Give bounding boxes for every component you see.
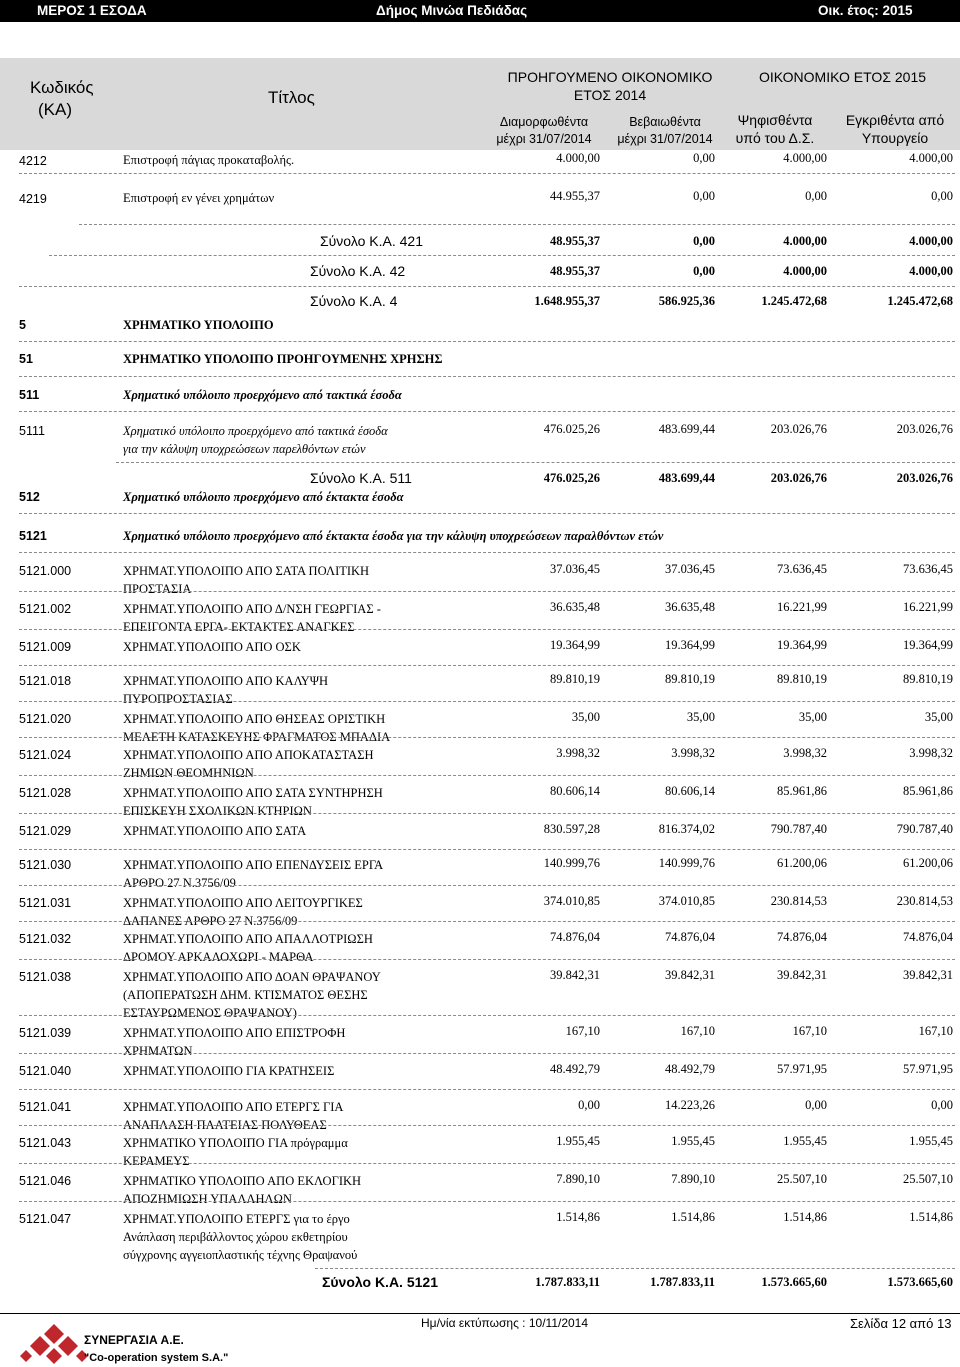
row-value-1: 374.010,85 bbox=[543, 894, 600, 908]
row-value-2: 1.955,45 bbox=[671, 1134, 715, 1148]
total-label: Σύνολο Κ.Α. 421 bbox=[320, 233, 423, 249]
row-value-4: 16.221,99 bbox=[903, 600, 953, 614]
row-value-4: 57.971,95 bbox=[903, 1062, 953, 1076]
row-value-3: 61.200,06 bbox=[777, 856, 827, 870]
row-title-line: ΑΠΟΖΗΜΙΩΣΗ ΥΠΑΛΛΗΛΩΝ bbox=[123, 1192, 292, 1206]
row-title: Επιστροφή πάγιας προκαταβολής. bbox=[123, 153, 295, 167]
total-value-2: 0,00 bbox=[693, 234, 715, 248]
row-value-4: 73.636,45 bbox=[903, 562, 953, 576]
row-title-line: ΕΠΕΙΓΟΝΤΑ ΕΡΓΑ- ΕΚΤΑΚΤΕΣ ΑΝΑΓΚΕΣ bbox=[123, 620, 355, 634]
section-code: 511 bbox=[19, 388, 40, 402]
row-title-line: ΧΡΗΜΑΤ.ΥΠΟΛΟΙΠΟ ΑΠΟ ΔΟΑΝ ΘΡΑΨΑΝΟΥ bbox=[123, 970, 381, 984]
row-value-4: 4.000,00 bbox=[909, 151, 953, 165]
row-value-1: 3.998,32 bbox=[556, 746, 600, 760]
row-divider bbox=[19, 737, 955, 738]
row-code: 5121.032 bbox=[19, 932, 72, 946]
row-divider bbox=[19, 1125, 955, 1126]
row-title-line: ΔΡΟΜΟΥ ΑΡΚΑΛΟΧΩΡΙ - ΜΑΡΘΑ bbox=[123, 950, 314, 964]
row-value-3: 25.507,10 bbox=[777, 1172, 827, 1186]
header-cur-year: ΟΙΚΟΝΟΜΙΚΟ ΕΤΟΣ 2015 bbox=[758, 69, 927, 85]
row-value-3: 3.998,32 bbox=[783, 746, 827, 760]
row-divider bbox=[19, 813, 955, 814]
row-value-3: 230.814,53 bbox=[770, 894, 827, 908]
row-value-2: 35,00 bbox=[686, 710, 715, 724]
row-divider bbox=[19, 591, 955, 592]
row-title-line: ΔΑΠΑΝΕΣ ΑΡΘΡΟ 27 Ν.3756/09 bbox=[123, 914, 298, 928]
row-title-line: ΕΠΙΣΚΕΥΗ ΣΧΟΛΙΚΩΝ ΚΤΗΡΙΩΝ bbox=[123, 804, 312, 818]
row-divider bbox=[19, 775, 955, 776]
total-divider bbox=[79, 224, 955, 225]
total-value-2: 483.699,44 bbox=[658, 471, 715, 485]
table-header bbox=[0, 58, 960, 150]
row-divider bbox=[19, 1089, 955, 1090]
row-value-1: 44.955,37 bbox=[550, 189, 600, 203]
row-title-line: ΧΡΗΜΑΤΙΚΟ ΥΠΟΛΟΙΠΟ ΓΙΑ πρόγραμμα bbox=[123, 1136, 348, 1150]
row-divider bbox=[19, 665, 955, 666]
row-value-3: 39.842,31 bbox=[777, 968, 827, 982]
row-value-1: 1.955,45 bbox=[556, 1134, 600, 1148]
row-value-2: 89.810,19 bbox=[665, 672, 715, 686]
section-code: 5 bbox=[19, 318, 26, 332]
row-value-3: 57.971,95 bbox=[777, 1062, 827, 1076]
row-title-line: ΠΥΡΟΠΡΟΣΤΑΣΙΑΣ bbox=[123, 692, 233, 706]
footer-rule bbox=[0, 1313, 960, 1314]
header-title: Τίτλος bbox=[268, 88, 315, 107]
total-value-1: 1.648.955,37 bbox=[534, 294, 600, 308]
row-divider bbox=[19, 513, 955, 514]
row-value-3: 1.955,45 bbox=[783, 1134, 827, 1148]
row-divider bbox=[19, 701, 955, 702]
row-divider bbox=[19, 552, 955, 553]
row-title-line: ΧΡΗΜΑΤ.ΥΠΟΛΟΙΠΟ ΑΠΟ ΘΗΣΕΑΣ ΟΡΙΣΤΙΚΗ bbox=[123, 712, 386, 726]
row-value-2: 48.492,79 bbox=[665, 1062, 715, 1076]
row-divider bbox=[19, 341, 955, 342]
header-prev-year-line2: ΕΤΟΣ 2014 bbox=[573, 87, 647, 103]
total-label: Σύνολο Κ.Α. 4 bbox=[310, 293, 398, 309]
row-value-1: 19.364,99 bbox=[550, 638, 600, 652]
row-value-2: 80.606,14 bbox=[665, 784, 715, 798]
row-title-line: ΧΡΗΜΑΤ.ΥΠΟΛΟΙΠΟ ΑΠΟ ΣΑΤΑ ΣΥΝΤΗΡΗΣΗ bbox=[123, 786, 383, 800]
row-title-line: ΑΝΑΠΛΑΣΗ ΠΛΑΤΕΙΑΣ ΠΟΛΥΘΕΑΣ bbox=[123, 1118, 327, 1132]
header-prev-year-line1: ΠΡΟΗΓΟΥΜΕΝΟ ΟΙΚΟΝΟΜΙΚΟ bbox=[507, 69, 713, 85]
row-divider bbox=[19, 173, 955, 174]
row-value-2: 3.998,32 bbox=[671, 746, 715, 760]
row-code: 5121.002 bbox=[19, 602, 72, 616]
header-col2-line1: Βεβαιωθέντα bbox=[629, 115, 701, 129]
row-value-4: 167,10 bbox=[918, 1024, 953, 1038]
row-code: 5121.031 bbox=[19, 896, 72, 910]
row-title-line: ΧΡΗΜΑΤΙΚΟ ΥΠΟΛΟΙΠΟ ΑΠΟ ΕΚΛΟΓΙΚΗ bbox=[123, 1174, 362, 1188]
row-title-line: ΧΡΗΜΑΤ.ΥΠΟΛΟΙΠΟ ΑΠΟ ΕΠΕΝΔΥΣΕΙΣ ΕΡΓΑ bbox=[123, 858, 384, 872]
row-divider bbox=[19, 921, 955, 922]
total-value-2: 0,00 bbox=[693, 264, 715, 278]
municipality-name: Δήμος Μινώα Πεδιάδας bbox=[376, 3, 528, 18]
row-value-4: 230.814,53 bbox=[896, 894, 953, 908]
row-value-1: 37.036,45 bbox=[550, 562, 600, 576]
row-title: Επιστροφή εν γένει χρημάτων bbox=[123, 191, 275, 205]
row-value-3: 19.364,99 bbox=[777, 638, 827, 652]
header-col3-line1: Ψηφισθέντα bbox=[737, 112, 813, 128]
row-value-1: 35,00 bbox=[571, 710, 600, 724]
header-col1-line2: μέχρι 31/07/2014 bbox=[496, 132, 592, 146]
company-name: ΣΥΝΕΡΓΑΣΙΑ Α.Ε. bbox=[84, 1333, 184, 1347]
row-value-3: 35,00 bbox=[798, 710, 827, 724]
total-divider bbox=[315, 1268, 955, 1269]
row-divider bbox=[19, 959, 955, 960]
total-value-4: 1.245.472,68 bbox=[887, 294, 953, 308]
row-title-line: ΚΕΡΑΜΕΥΣ bbox=[123, 1154, 190, 1168]
total-value-3: 4.000,00 bbox=[783, 264, 827, 278]
row-title-line: ΧΡΗΜΑΤ.ΥΠΟΛΟΙΠΟ ΑΠΟ ΕΤΕΡΓΣ ΓΙΑ bbox=[123, 1100, 344, 1114]
row-value-2: 816.374,02 bbox=[658, 822, 715, 836]
total-value-1: 48.955,37 bbox=[550, 264, 600, 278]
row-value-1: 476.025,26 bbox=[543, 422, 600, 436]
row-divider bbox=[19, 1053, 955, 1054]
row-value-1: 80.606,14 bbox=[550, 784, 600, 798]
row-title-line: ΖΗΜΙΩΝ ΘΕΟΜΗΝΙΩΝ bbox=[123, 766, 254, 780]
row-title-line: ΧΡΗΜΑΤΩΝ bbox=[123, 1044, 193, 1058]
row-value-3: 85.961,86 bbox=[777, 784, 827, 798]
row-title-line: σύγχρονης αγγειοπλαστικής τέχνης Θραψανού bbox=[123, 1248, 358, 1262]
row-value-2: 14.223,26 bbox=[665, 1098, 715, 1112]
row-code: 4212 bbox=[19, 154, 47, 168]
section-title: ΧΡΗΜΑΤΙΚΟ ΥΠΟΛΟΙΠΟ ΠΡΟΗΓΟΥΜΕΝΗΣ ΧΡΗΣΗΣ bbox=[123, 352, 443, 366]
total-value-3: 1.245.472,68 bbox=[761, 294, 827, 308]
row-title-line: ΧΡΗΜΑΤ.ΥΠΟΛΟΙΠΟ ΑΠΟ ΕΠΙΣΤΡΟΦΗ bbox=[123, 1026, 346, 1040]
row-code: 5121.029 bbox=[19, 824, 72, 838]
row-value-4: 25.507,10 bbox=[903, 1172, 953, 1186]
row-title-line1: Χρηματικό υπόλοιπο προερχόμενο από τακτικά έσοδα bbox=[123, 424, 388, 438]
row-title-line: Ανάπλαση περιβάλλοντος χώρου εκθετηρίου bbox=[123, 1230, 348, 1244]
row-value-4: 35,00 bbox=[924, 710, 953, 724]
total-divider bbox=[19, 286, 955, 287]
row-value-4: 0,00 bbox=[931, 1098, 953, 1112]
row-value-1: 89.810,19 bbox=[550, 672, 600, 686]
total-divider bbox=[116, 462, 955, 463]
row-title-line: ΕΣΤΑΥΡΩΜΕΝΟΣ ΘΡΑΨΑΝΟΥ) bbox=[123, 1006, 297, 1020]
fiscal-year: Οικ. έτος: 2015 bbox=[818, 3, 913, 18]
row-value-3: 73.636,45 bbox=[777, 562, 827, 576]
row-value-3: 89.810,19 bbox=[777, 672, 827, 686]
row-divider bbox=[19, 849, 955, 850]
total-label: Σύνολο Κ.Α. 511 bbox=[310, 470, 412, 486]
row-title-line: ΧΡΗΜΑΤ.ΥΠΟΛΟΙΠΟ ΑΠΟ ΛΕΙΤΟΥΡΓΙΚΕΣ bbox=[123, 896, 363, 910]
row-value-1: 1.514,86 bbox=[556, 1210, 600, 1224]
row-value-1: 36.635,48 bbox=[550, 600, 600, 614]
total-label: Σύνολο Κ.Α. 5121 bbox=[322, 1274, 438, 1290]
section-title: Χρηματικό υπόλοιπο προερχόμενο από έκτακτα έσοδα bbox=[123, 490, 404, 504]
row-value-4: 0,00 bbox=[931, 189, 953, 203]
total-divider bbox=[49, 255, 955, 256]
total-value-4: 1.573.665,60 bbox=[887, 1275, 953, 1289]
company-name-en: "Co-operation system S.A." bbox=[84, 1352, 229, 1364]
row-code: 5121.018 bbox=[19, 674, 72, 688]
row-value-4: 203.026,76 bbox=[896, 422, 953, 436]
row-value-3: 4.000,00 bbox=[783, 151, 827, 165]
row-title-line: ΧΡΗΜΑΤ.ΥΠΟΛΟΙΠΟ ΕΤΕΡΓΣ για το έργο bbox=[123, 1212, 350, 1226]
row-title-line: ΧΡΗΜΑΤ.ΥΠΟΛΟΙΠΟ ΑΠΟ ΚΑΛΥΨΗ bbox=[123, 674, 329, 688]
section-title: Χρηματικό υπόλοιπο προερχόμενο από έκτακτα έσοδα για την κάλυψη υποχρεώσεων παραλθόντων ετών bbox=[123, 529, 664, 543]
row-title-line: ΧΡΗΜΑΤ.ΥΠΟΛΟΙΠΟ ΑΠΟ ΣΑΤΑ ΠΟΛΙΤΙΚΗ bbox=[123, 564, 370, 578]
row-title-line: ΧΡΗΜΑΤ.ΥΠΟΛΟΙΠΟ ΓΙΑ ΚΡΑΤΗΣΕΙΣ bbox=[123, 1064, 335, 1078]
row-value-2: 39.842,31 bbox=[665, 968, 715, 982]
row-value-1: 7.890,10 bbox=[556, 1172, 600, 1186]
row-value-1: 830.597,28 bbox=[543, 822, 600, 836]
section-title: Χρηματικό υπόλοιπο προερχόμενο από τακτικά έσοδα bbox=[123, 388, 402, 402]
section-label: ΜΕΡΟΣ 1 ΕΣΟΔΑ bbox=[37, 3, 147, 18]
row-value-2: 1.514,86 bbox=[671, 1210, 715, 1224]
row-value-2: 374.010,85 bbox=[658, 894, 715, 908]
row-value-2: 0,00 bbox=[693, 151, 715, 165]
row-code: 5121.040 bbox=[19, 1064, 72, 1078]
row-title-line: ΧΡΗΜΑΤ.ΥΠΟΛΟΙΠΟ ΑΠΟ ΟΣΚ bbox=[123, 640, 301, 654]
row-title-line: (ΑΠΟΠΕΡΑΤΩΣΗ ΔΗΜ. ΚΤΙΣΜΑΤΟΣ ΘΕΣΗΣ bbox=[123, 988, 368, 1002]
header-code-line2: (ΚΑ) bbox=[38, 100, 72, 119]
row-value-2: 0,00 bbox=[693, 189, 715, 203]
row-value-2: 36.635,48 bbox=[665, 600, 715, 614]
header-code-line1: Κωδικός bbox=[30, 78, 94, 97]
row-divider bbox=[19, 1163, 955, 1164]
row-value-1: 167,10 bbox=[565, 1024, 600, 1038]
total-value-3: 4.000,00 bbox=[783, 234, 827, 248]
row-value-4: 39.842,31 bbox=[903, 968, 953, 982]
section-code: 512 bbox=[19, 490, 40, 504]
row-value-2: 74.876,04 bbox=[665, 930, 715, 944]
row-code: 5121.030 bbox=[19, 858, 72, 872]
total-value-1: 476.025,26 bbox=[543, 471, 600, 485]
row-divider bbox=[19, 885, 955, 886]
row-divider bbox=[19, 411, 955, 412]
row-value-1: 74.876,04 bbox=[550, 930, 600, 944]
total-label: Σύνολο Κ.Α. 42 bbox=[310, 263, 406, 279]
row-value-1: 0,00 bbox=[578, 1098, 600, 1112]
row-value-2: 37.036,45 bbox=[665, 562, 715, 576]
row-value-3: 74.876,04 bbox=[777, 930, 827, 944]
row-title-line: ΜΕΛΕΤΗ ΚΑΤΑΣΚΕΥΗΣ ΦΡΑΓΜΑΤΟΣ ΜΠΑΔΙΑ bbox=[123, 730, 391, 744]
total-value-4: 4.000,00 bbox=[909, 264, 953, 278]
row-value-1: 4.000,00 bbox=[556, 151, 600, 165]
row-code: 5121.000 bbox=[19, 564, 72, 578]
row-value-3: 1.514,86 bbox=[783, 1210, 827, 1224]
row-value-3: 0,00 bbox=[805, 189, 827, 203]
header-col4-line2: Υπουργείο bbox=[861, 130, 929, 146]
row-code: 4219 bbox=[19, 192, 47, 206]
row-value-1: 140.999,76 bbox=[543, 856, 600, 870]
row-title-line: ΑΡΘΡΟ 27 Ν.3756/09 bbox=[123, 876, 236, 890]
row-title-line: ΧΡΗΜΑΤ.ΥΠΟΛΟΙΠΟ ΑΠΟ ΑΠΟΚΑΤΑΣΤΑΣΗ bbox=[123, 748, 374, 762]
row-value-1: 39.842,31 bbox=[550, 968, 600, 982]
row-divider bbox=[19, 1015, 955, 1016]
row-value-4: 1.955,45 bbox=[909, 1134, 953, 1148]
total-value-3: 203.026,76 bbox=[770, 471, 827, 485]
row-title-line2: για την κάλυψη υποχρεώσεων παρελθόντων ετών bbox=[123, 442, 366, 456]
row-title-line: ΧΡΗΜΑΤ.ΥΠΟΛΟΙΠΟ ΑΠΟ ΑΠΑΛΛΟΤΡΙΩΣΗ bbox=[123, 932, 373, 946]
row-divider bbox=[19, 629, 955, 630]
row-code: 5121.028 bbox=[19, 786, 72, 800]
print-date: Ημ/νία εκτύπωσης : 10/11/2014 bbox=[421, 1316, 589, 1330]
section-code: 5121 bbox=[19, 529, 47, 543]
total-value-2: 586.925,36 bbox=[658, 294, 715, 308]
row-value-3: 203.026,76 bbox=[770, 422, 827, 436]
row-value-3: 167,10 bbox=[792, 1024, 827, 1038]
row-code: 5121.043 bbox=[19, 1136, 72, 1150]
header-col1-line1: Διαμορφωθέντα bbox=[499, 115, 589, 129]
row-divider bbox=[19, 1201, 955, 1202]
page-number: Σελίδα 12 από 13 bbox=[850, 1316, 952, 1331]
row-value-4: 61.200,06 bbox=[903, 856, 953, 870]
row-value-2: 7.890,10 bbox=[671, 1172, 715, 1186]
row-code: 5121.020 bbox=[19, 712, 72, 726]
row-value-3: 16.221,99 bbox=[777, 600, 827, 614]
row-value-4: 1.514,86 bbox=[909, 1210, 953, 1224]
row-divider bbox=[19, 376, 955, 377]
row-title-line: ΧΡΗΜΑΤ.ΥΠΟΛΟΙΠΟ ΑΠΟ ΣΑΤΑ bbox=[123, 824, 307, 838]
row-value-4: 85.961,86 bbox=[903, 784, 953, 798]
row-code: 5121.038 bbox=[19, 970, 72, 984]
row-code: 5111 bbox=[19, 424, 45, 438]
company-logo-icon bbox=[20, 1322, 88, 1364]
row-code: 5121.024 bbox=[19, 748, 72, 762]
row-value-2: 483.699,44 bbox=[658, 422, 715, 436]
section-code: 51 bbox=[19, 352, 33, 366]
total-value-1: 48.955,37 bbox=[550, 234, 600, 248]
row-code: 5121.046 bbox=[19, 1174, 72, 1188]
row-value-4: 19.364,99 bbox=[903, 638, 953, 652]
total-value-4: 4.000,00 bbox=[909, 234, 953, 248]
top-bar bbox=[0, 0, 960, 22]
row-value-2: 167,10 bbox=[680, 1024, 715, 1038]
row-value-3: 790.787,40 bbox=[770, 822, 827, 836]
row-title-line: ΧΡΗΜΑΤ.ΥΠΟΛΟΙΠΟ ΑΠΟ Δ/ΝΣΗ ΓΕΩΡΓΙΑΣ - bbox=[123, 602, 381, 616]
header-col4-line1: Εγκριθέντα από bbox=[845, 112, 945, 128]
total-value-2: 1.787.833,11 bbox=[650, 1275, 715, 1289]
row-value-2: 19.364,99 bbox=[665, 638, 715, 652]
row-code: 5121.041 bbox=[19, 1100, 72, 1114]
row-value-4: 74.876,04 bbox=[903, 930, 953, 944]
row-code: 5121.047 bbox=[19, 1212, 72, 1226]
row-code: 5121.009 bbox=[19, 640, 72, 654]
row-value-1: 48.492,79 bbox=[550, 1062, 600, 1076]
row-value-4: 89.810,19 bbox=[903, 672, 953, 686]
row-code: 5121.039 bbox=[19, 1026, 72, 1040]
header-col3-line2: υπό του Δ.Σ. bbox=[735, 130, 815, 146]
row-value-3: 0,00 bbox=[805, 1098, 827, 1112]
row-value-2: 140.999,76 bbox=[658, 856, 715, 870]
header-col2-line2: μέχρι 31/07/2014 bbox=[617, 132, 713, 146]
section-title: ΧΡΗΜΑΤΙΚΟ ΥΠΟΛΟΙΠΟ bbox=[123, 318, 274, 332]
total-value-1: 1.787.833,11 bbox=[535, 1275, 600, 1289]
total-value-3: 1.573.665,60 bbox=[761, 1275, 827, 1289]
row-title-line: ΠΡΟΣΤΑΣΙΑ bbox=[123, 582, 192, 596]
row-value-4: 3.998,32 bbox=[909, 746, 953, 760]
row-value-4: 790.787,40 bbox=[896, 822, 953, 836]
total-value-4: 203.026,76 bbox=[896, 471, 953, 485]
